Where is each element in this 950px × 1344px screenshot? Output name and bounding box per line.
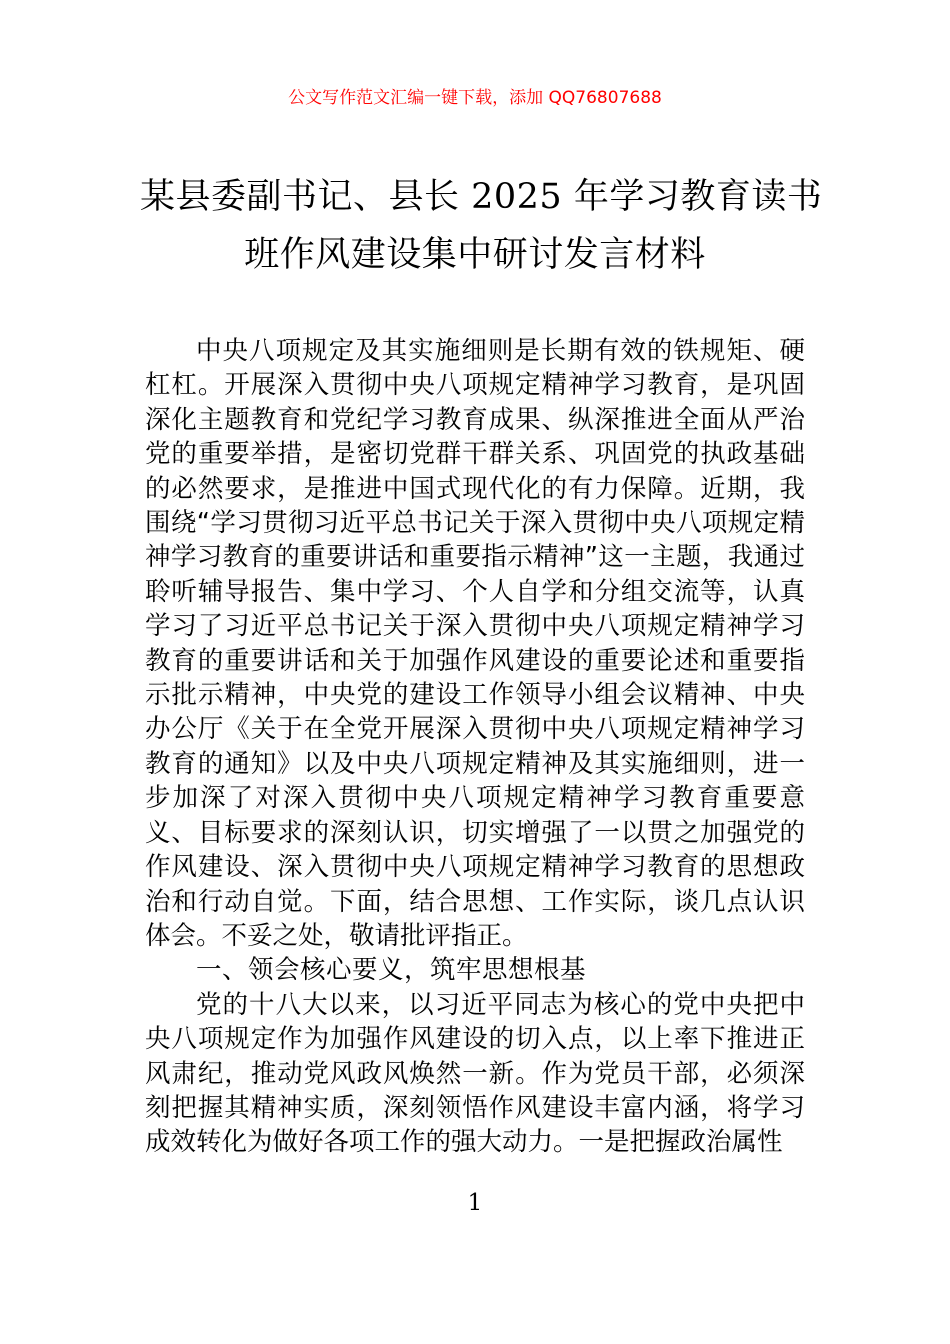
document-body [145, 334, 805, 1160]
section-heading-1: 一、领会核心要义，筑牢思想根基 [196, 955, 587, 986]
title-line-1: 某县委副书记、县长 2025 年学习教育读书 [140, 177, 823, 217]
title-line-2: 班作风建设集中研讨发言材料 [244, 235, 706, 275]
body-paragraph-intro: 中央八项规定及其实施细则是长期有效的铁规矩、硬杠杠。开展深入贯彻中央八项规定精神学习教育，是巩固深化主题教育和党纪学习教育成果、纵深推进全面从严治党的重要举措，是密切党群干群关系、巩固党的执政基础的必然要求，是推进中国式现代化的有力保障。近期，我围绕“学习贯彻习近平总书记关于深入贯彻中央八项规定精神学习教育的重要讲话和重要指示精神”这一主题，我通过聆听辅导报告、集中学习、个人自学和分组交流等，认真学习了习近平总书记关于深入贯彻中央八项规定精神学习教育的重要讲话和关于加强作风建设的重要论述和重要指示批示精神，中央党的建设工作领导小组会议精神、中央办公厅《关于在全党开展深入贯彻中央八项规定精神学习教育的通知》以及中央八项规定精神及其实施细则，进一步加深了对深入贯彻中央八项规定精神学习教育重要意义、目标要求的深刻认识，切实增强了一以贯之加强党的作风建设、深入贯彻中央八项规定精神学习教育的思想政治和行动自觉。下面，结合思想、工作实际，谈几点认识体会。不妥之处，敬请批评指正。 [145, 336, 805, 951]
body-paragraph-section-1: 党的十八大以来，以习近平同志为核心的党中央把中央八项规定作为加强作风建设的切入点，以上率下推进正风肃纪，推动党风政风焕然一新。作为党员干部，必须深刻把握其精神实质，深刻领悟作风建设丰富内涵，将学习成效转化为做好各项工作的强大动力。一是把握政治属性 [145, 989, 805, 1158]
header-download-note: 公文写作范文汇编一键下载，添加 QQ76807688 [288, 88, 662, 108]
document-title [140, 168, 823, 284]
page-number: 1 [467, 1190, 483, 1216]
